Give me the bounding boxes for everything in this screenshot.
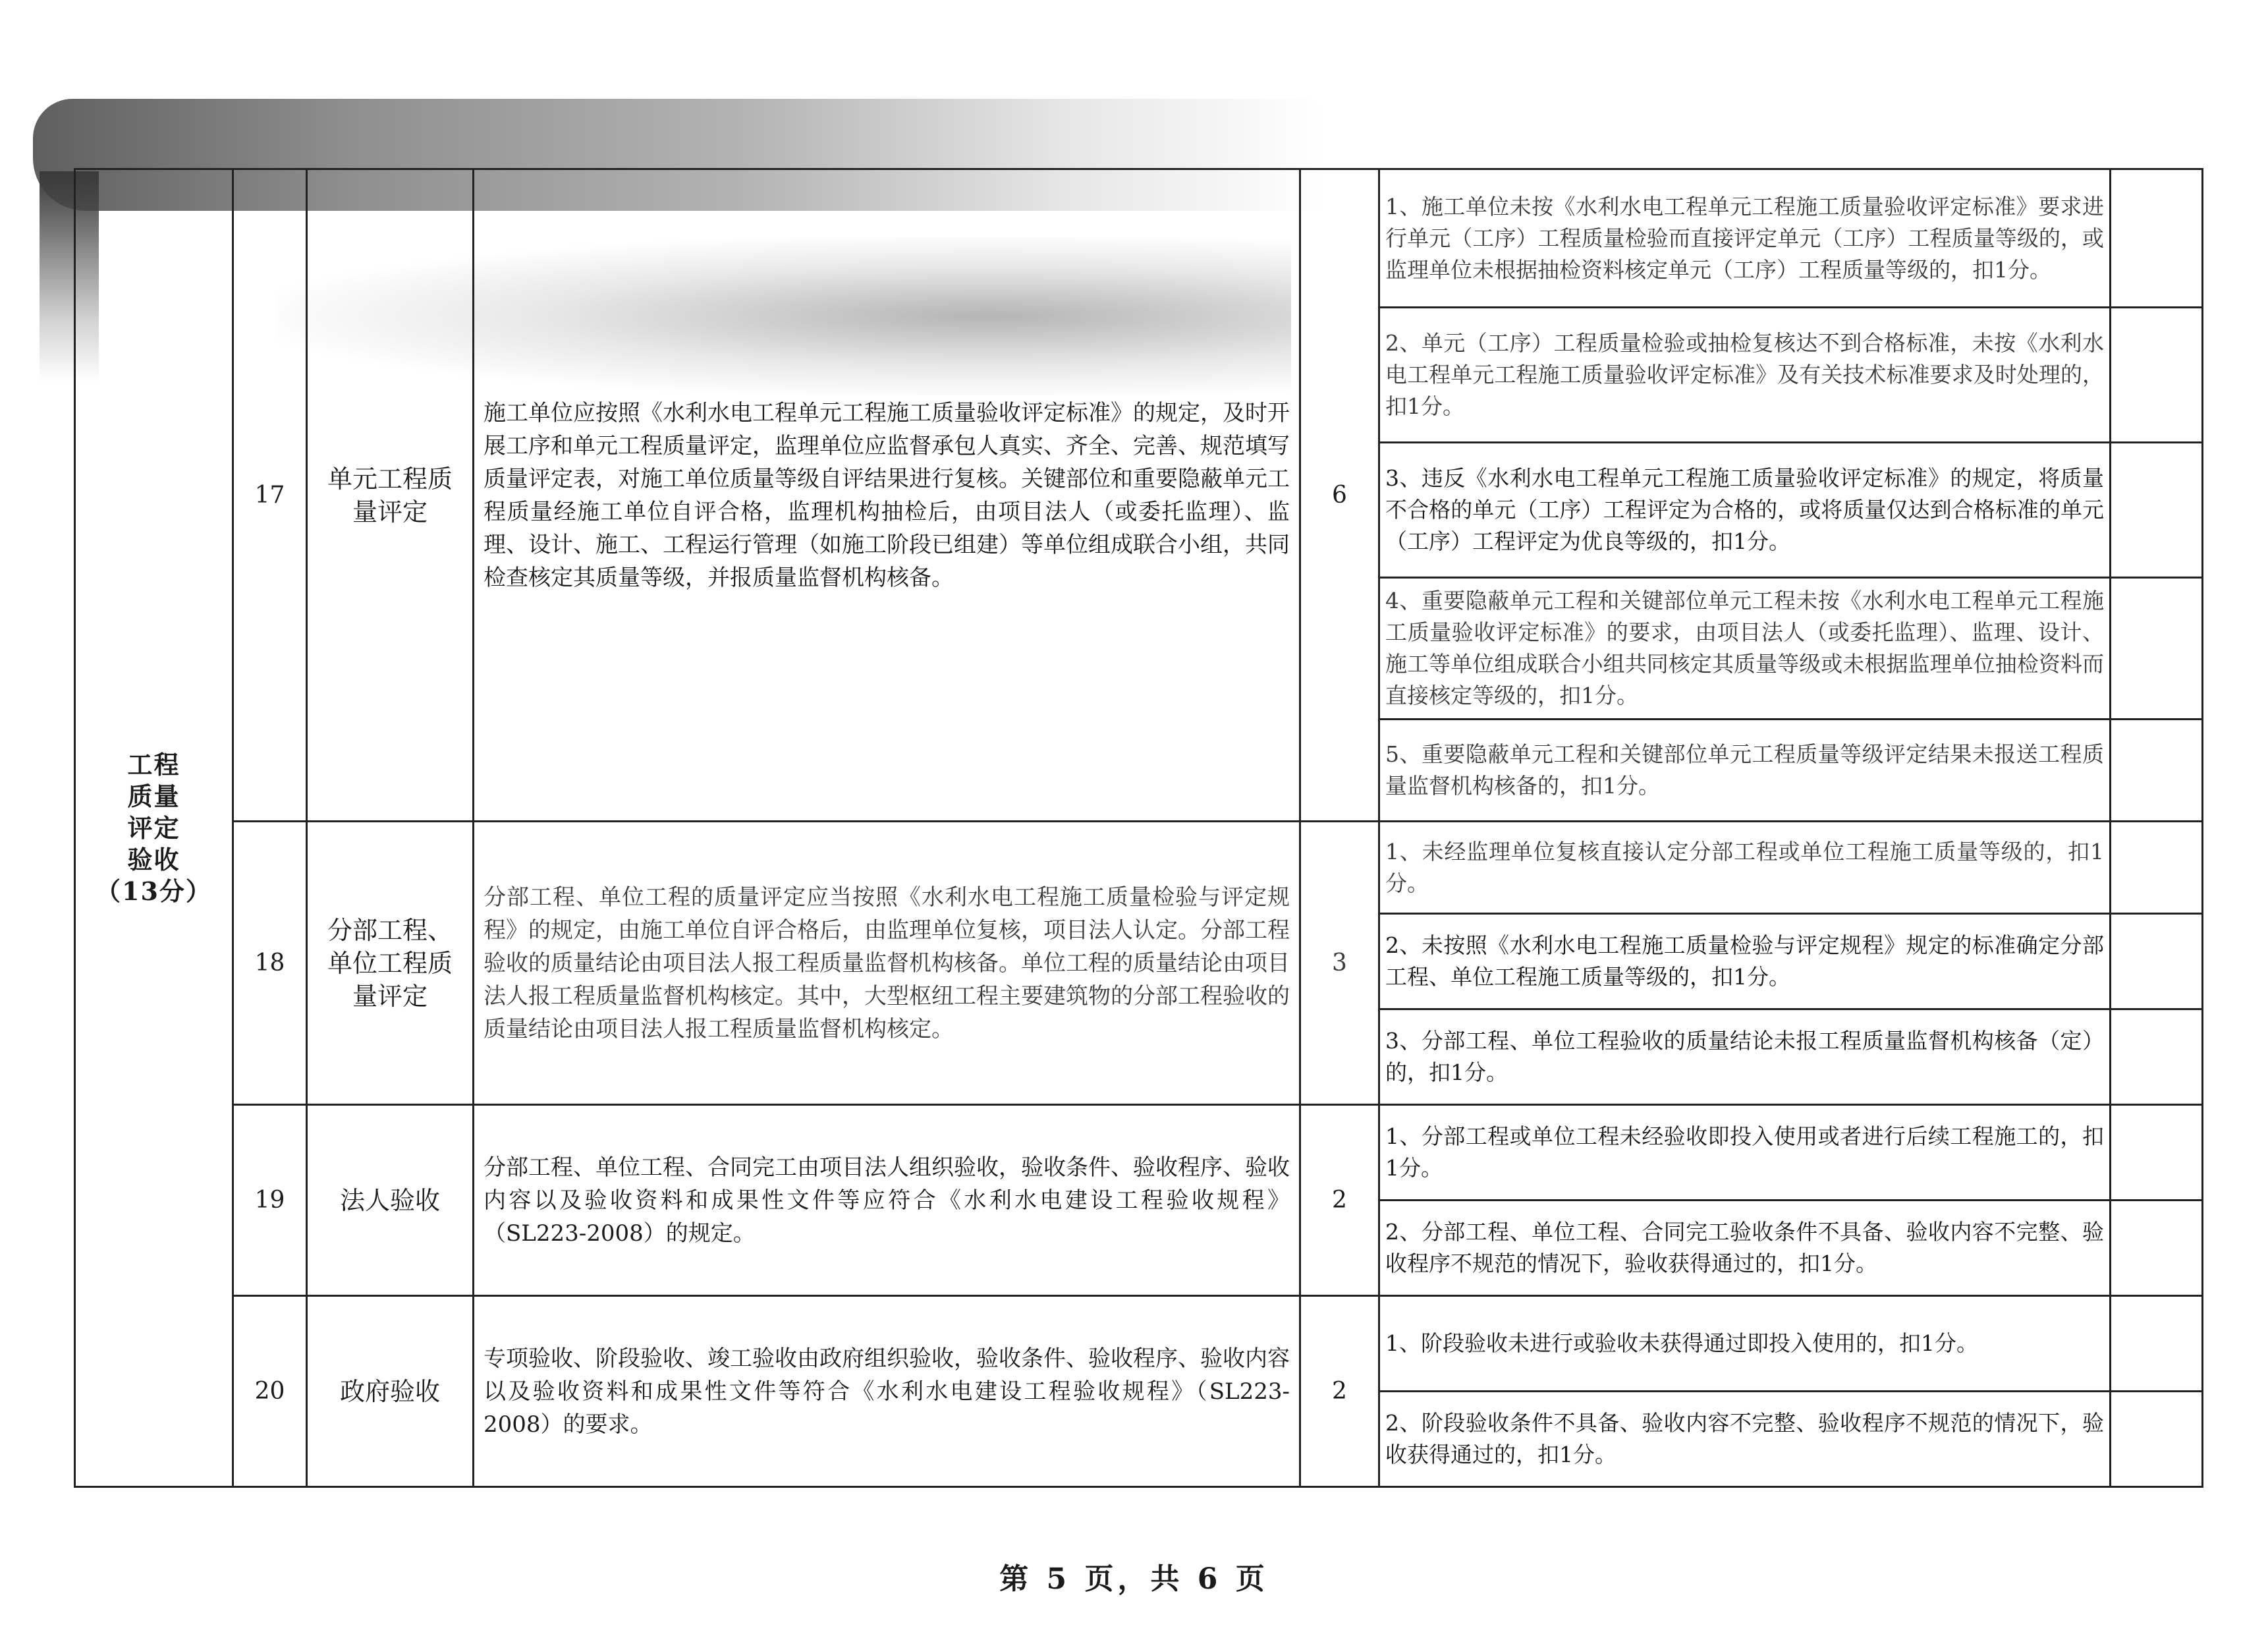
item-name: 单元工程质量评定 [307,169,474,822]
deduction-score-cell [2111,720,2203,822]
standard-text: 分部工程、单位工程的质量评定应当按照《水利水电工程施工质量检验与评定规程》的规定，由施工单位自评合格后，由监理单位复核，项目法人认定。分部工程验收的质量结论由项目法人报工程质量监督机构核备。单位工程的质量结论由项目法人报工程质量监督机构核定。其中，大型枢纽工程主要建筑物的分部工程验收的质量结论由项目法人报工程质量监督机构核定。 [474,822,1300,1105]
row-number: 17 [233,169,307,822]
score-value: 6 [1300,169,1379,822]
row-number: 19 [233,1105,307,1296]
deduction-text: 2、单元（工序）工程质量检验或抽检复核达不到合格标准，未按《水利水电工程单元工程施工质量验收评定标准》及有关技术标准要求及时处理的，扣1分。 [1379,308,2111,443]
deduction-text: 2、阶段验收条件不具备、验收内容不完整、验收程序不规范的情况下，验收获得通过的，扣1分。 [1379,1392,2111,1487]
deduction-text: 1、施工单位未按《水利水电工程单元工程施工质量验收评定标准》要求进行单元（工序）工程质量检验而直接评定单元（工序）工程质量等级的，或监理单位未根据抽检资料核定单元（工序）工程质量等级的，扣1分。 [1379,169,2111,308]
category-line: 评定 [127,812,180,843]
category-cell [75,169,233,1487]
category-line: 工程 [127,749,180,779]
category-line: 质量 [127,781,180,811]
deduction-score-cell [2111,1105,2203,1201]
score-value: 2 [1300,1105,1379,1296]
score-value: 2 [1300,1296,1379,1487]
score-value: 3 [1300,822,1379,1105]
item-name: 分部工程、单位工程质量评定 [307,822,474,1105]
page-number-footer: 第 5 页，共 6 页 [999,1562,1269,1596]
deduction-text: 3、分部工程、单位工程验收的质量结论未报工程质量监督机构核备（定）的，扣1分。 [1379,1009,2111,1105]
deduction-score-cell [2111,443,2203,578]
deduction-score-cell [2111,1201,2203,1296]
table-row [75,169,2203,308]
deduction-score-cell [2111,1296,2203,1392]
table-row [75,1296,2203,1392]
deduction-score-cell [2111,1392,2203,1487]
deduction-score-cell [2111,822,2203,914]
deduction-text: 3、违反《水利水电工程单元工程施工质量验收评定标准》的规定，将质量不合格的单元（工序）工程评定为合格的，或将质量仅达到合格标准的单元（工序）工程评定为优良等级的，扣1分。 [1379,443,2111,578]
deduction-text: 1、阶段验收未进行或验收未获得通过即投入使用的，扣1分。 [1379,1296,2111,1392]
table-row [75,1105,2203,1201]
item-name: 法人验收 [307,1105,474,1296]
category-line: （13分） [96,876,212,906]
table-row [75,822,2203,914]
deduction-score-cell [2111,914,2203,1009]
row-number: 18 [233,822,307,1105]
standard-text: 施工单位应按照《水利水电工程单元工程施工质量验收评定标准》的规定，及时开展工序和单元工程质量评定，监理单位应监督承包人真实、齐全、完善、规范填写质量评定表，对施工单位质量等级自评结果进行复核。关键部位和重要隐蔽单元工程质量经施工单位自评合格，监理机构抽检后，由项目法人（或委托监理）、监理、设计、施工、工程运行管理（如施工阶段已组建）等单位组成联合小组，共同检查核定其质量等级，并报质量监督机构核备。 [474,169,1300,822]
standard-text: 分部工程、单位工程、合同完工由项目法人组织验收，验收条件、验收程序、验收内容以及验收资料和成果性文件等应符合《水利水电建设工程验收规程》（SL223-2008）的规定。 [474,1105,1300,1296]
row-number: 20 [233,1296,307,1487]
deduction-text: 1、分部工程或单位工程未经验收即投入使用或者进行后续工程施工的，扣1分。 [1379,1105,2111,1201]
category-line: 验收 [127,844,180,874]
deduction-text: 2、分部工程、单位工程、合同完工验收条件不具备、验收内容不完整、验收程序不规范的情况下，验收获得通过的，扣1分。 [1379,1201,2111,1296]
deduction-score-cell [2111,1009,2203,1105]
deduction-score-cell [2111,308,2203,443]
standard-text: 专项验收、阶段验收、竣工验收由政府组织验收，验收条件、验收程序、验收内容以及验收资料和成果性文件等符合《水利水电建设工程验收规程》（SL223-2008）的要求。 [474,1296,1300,1487]
deduction-score-cell [2111,169,2203,308]
item-name: 政府验收 [307,1296,474,1487]
deduction-score-cell [2111,578,2203,720]
deduction-text: 4、重要隐蔽单元工程和关键部位单元工程未按《水利水电工程单元工程施工质量验收评定标准》的要求，由项目法人（或委托监理）、监理、设计、施工等单位组成联合小组共同核定其质量等级或未根据监理单位抽检资料而直接核定等级的，扣1分。 [1379,578,2111,720]
deduction-text: 5、重要隐蔽单元工程和关键部位单元工程质量等级评定结果未报送工程质量监督机构核备的，扣1分。 [1379,720,2111,822]
quality-assessment-table [74,168,2203,1488]
deduction-text: 2、未按照《水利水电工程施工质量检验与评定规程》规定的标准确定分部工程、单位工程施工质量等级的，扣1分。 [1379,914,2111,1009]
deduction-text: 1、未经监理单位复核直接认定分部工程或单位工程施工质量等级的，扣1分。 [1379,822,2111,914]
